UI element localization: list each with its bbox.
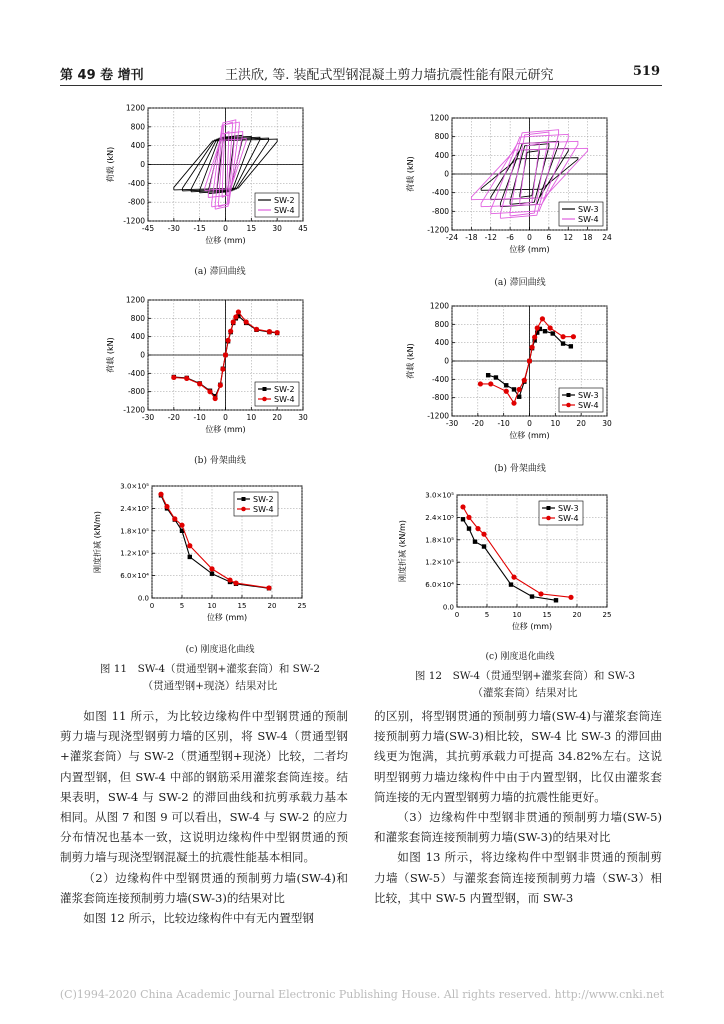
data-point-sw-4 [223, 352, 228, 357]
x-tick-label: 12 [563, 233, 574, 242]
chart-fig12a-hysteresis [400, 110, 625, 265]
data-point-sw-3 [543, 329, 547, 333]
x-axis-label: 位移 (mm) [206, 613, 248, 622]
y-tick-label: 0 [140, 160, 145, 169]
data-point-sw-4 [171, 375, 176, 380]
data-point-sw-3 [494, 375, 498, 379]
x-tick-label: -10 [497, 419, 510, 428]
x-tick-label: 25 [602, 611, 612, 619]
y-tick-label: -400 [431, 188, 449, 198]
chart-fig12b-skeleton [400, 298, 625, 450]
x-tick-label: 0 [223, 413, 228, 422]
data-point-sw-4 [517, 387, 522, 392]
x-axis-label: 位移 (mm) [509, 245, 550, 254]
data-point-sw-4 [529, 345, 534, 350]
y-tick-label: -400 [127, 368, 145, 378]
legend-label: SW-4 [274, 206, 295, 215]
y-tick-label: 3.0×10⁵ [425, 491, 454, 500]
data-point-sw-3 [517, 395, 521, 399]
data-point-sw-2 [188, 555, 192, 559]
data-point-sw-4 [504, 389, 509, 394]
running-title: 王洪欣, 等. 装配式型钢混凝土剪力墙抗震性能有限元研究 [225, 68, 554, 83]
data-point-sw-4 [548, 325, 553, 330]
paragraph: 的区别，将型钢贯通的预制剪力墙(SW-4)与灌浆套筒连接预制剪力墙(SW-3)相比较，SW-4 比 SW-3 的滞回曲线更为饱满，其抗剪承载力可提高 34.82%左右。这说明型钢剪力墙边缘构件中由于内置型钢，比仅由灌浆套筒连接的无内置型钢剪力墙的抗震性能更好。 [374, 709, 662, 804]
data-point-sw-3 [530, 594, 534, 598]
data-point-sw-4 [236, 309, 241, 314]
y-tick-label: 6.0×10⁴ [425, 581, 454, 590]
data-point-sw-4 [233, 580, 238, 585]
data-point-sw-4 [478, 381, 483, 386]
x-axis-label: 位移 (mm) [205, 425, 246, 434]
copyright-footer: (C)1994-2020 China Academic Journal Electronic Publishing House. All rights reserved. http://www.cnki.net [59, 988, 665, 1001]
x-tick-label: -30 [445, 419, 459, 428]
y-axis-label: 荷载 (kN) [106, 146, 115, 183]
x-tick-label: 0 [454, 611, 460, 619]
data-point-sw-4 [158, 492, 163, 497]
data-point-sw-4 [228, 329, 233, 334]
data-point-sw-4 [213, 396, 218, 401]
figure-11-caption [80, 661, 340, 695]
x-tick-label: 18 [582, 233, 593, 242]
y-tick-label: 2.4×10⁵ [425, 513, 454, 522]
x-tick-label: 30 [602, 419, 612, 428]
data-point-sw-4 [571, 334, 576, 339]
right-column [374, 706, 662, 908]
data-point-sw-4 [225, 338, 230, 343]
x-tick-label: -30 [141, 413, 155, 422]
y-tick-label: 400 [130, 141, 145, 151]
paragraph: 如图 11 所示，为比较边缘构件中型钢贯通的预制剪力墙与现浇型钢剪力墙的区别，将 SW-4（贯通型钢+灌浆套筒）与 SW-2（贯通型钢+现浇）比较，二者均内置型钢，但 SW-4 中部的钢筋采用灌浆套筒连接。结果表明，SW-4 与 SW-2 的滞回曲线和抗剪承载力基本相同。从图 7 和图 9 可以看出，SW-4 与 SW-2 的应力分布情况也基本一致，这说明边缘构件中型钢贯通的预制剪力墙与现浇型钢混凝土的抗震性能基本相同。 [60, 709, 348, 865]
panel-label: (c) 刚度退化曲线 [485, 652, 555, 662]
y-tick-label: -1200 [123, 405, 145, 415]
data-point-sw-3 [467, 526, 471, 530]
section-heading: （3）边缘构件中型钢非贯通的预制剪力墙(SW-5)和灌浆套筒连接预制剪力墙(SW-3)的结果对比 [374, 810, 662, 845]
y-tick-label: 800 [434, 132, 449, 142]
data-point-sw-4 [179, 523, 184, 528]
y-tick-label: 1200 [429, 301, 449, 311]
page-number: 519 [632, 64, 660, 79]
panel-label: (b) 骨架曲线 [494, 464, 546, 474]
data-point-sw-4 [254, 327, 259, 332]
journal-volume: 第 49 卷 增刊 [60, 68, 144, 83]
y-tick-label: -400 [127, 178, 145, 188]
legend-marker [566, 403, 571, 408]
legend-label: SW-4 [578, 401, 599, 410]
y-tick-label: 3.0×10⁵ [120, 482, 149, 491]
data-point-sw-4 [275, 330, 280, 335]
x-tick-label: 20 [576, 419, 586, 428]
legend-label: SW-3 [578, 391, 599, 400]
data-point-sw-4 [207, 389, 212, 394]
data-point-sw-4 [488, 381, 493, 386]
paragraph: 如图 12 所示，比较边缘构件中有无内置型钢 [83, 911, 314, 926]
y-tick-label: 6.0×10⁴ [120, 572, 149, 581]
data-point-sw-4 [218, 383, 223, 388]
x-tick-label: 24 [602, 233, 612, 242]
x-axis-label: 位移 (mm) [509, 431, 550, 440]
data-point-sw-4 [209, 566, 214, 571]
data-point-sw-3 [554, 598, 558, 602]
left-column [60, 706, 348, 928]
y-tick-label: -400 [431, 374, 449, 384]
x-tick-label: 30 [298, 413, 308, 422]
data-point-sw-4 [184, 376, 189, 381]
y-axis-label: 刚度折减 (kN/m) [398, 520, 407, 582]
x-tick-label: 5 [179, 602, 185, 610]
y-tick-label: 1.8×10⁵ [120, 527, 149, 536]
x-tick-label: -24 [445, 233, 459, 242]
data-point-sw-4 [231, 319, 236, 324]
caption-line: 图 11 SW-4（贯通型钢+灌浆套筒）和 SW-2 [99, 663, 321, 675]
data-point-sw-3 [461, 517, 465, 521]
y-tick-label: -1200 [123, 216, 145, 226]
y-tick-label: -800 [431, 393, 449, 403]
x-tick-label: -6 [506, 233, 514, 242]
y-tick-label: 0 [444, 356, 449, 366]
panel-label: (a) 滞回曲线 [194, 267, 246, 277]
data-point-sw-4 [568, 595, 573, 600]
y-tick-label: 400 [434, 150, 449, 160]
x-tick-label: 25 [297, 602, 307, 610]
x-tick-label: -20 [167, 413, 180, 422]
x-tick-label: 15 [542, 611, 552, 619]
x-tick-label: 5 [484, 611, 490, 619]
x-tick-label: 0 [527, 233, 532, 242]
data-point-sw-3 [486, 373, 490, 377]
chart-fig11b-skeleton [100, 292, 320, 444]
data-point-sw-3 [509, 582, 513, 586]
panel-label: (a) 滞回曲线 [494, 278, 546, 288]
data-point-sw-3 [561, 341, 565, 345]
caption-line: 图 12 SW-4（贯通型钢+灌浆套筒）和 SW-3 [414, 670, 636, 682]
legend-label: SW-3 [558, 504, 579, 513]
section-heading: （2）边缘构件中型钢贯通的预制剪力墙(SW-4)和灌浆套筒连接预制剪力墙(SW-3)的结果对比 [60, 870, 348, 905]
x-tick-label: -20 [471, 419, 484, 428]
data-point-sw-4 [164, 504, 169, 509]
x-tick-label: -12 [484, 233, 497, 242]
running-header [60, 64, 660, 82]
figure-12-caption [385, 668, 665, 702]
x-tick-label: -30 [167, 224, 180, 233]
x-tick-label: 0 [149, 602, 155, 610]
y-tick-label: 0.0 [137, 594, 149, 603]
plot-frame [152, 486, 302, 598]
data-point-sw-4 [172, 516, 177, 521]
y-tick-label: 800 [130, 313, 145, 323]
x-tick-label: -45 [141, 224, 155, 233]
data-point-sw-4 [233, 314, 238, 319]
legend-marker [567, 393, 571, 397]
x-tick-label: 0 [527, 419, 532, 428]
x-tick-label: 0 [223, 224, 228, 233]
x-tick-label: 10 [550, 419, 561, 428]
header-rule [60, 85, 662, 86]
data-point-sw-3 [512, 387, 516, 391]
chart-fig12c-stiffness [395, 487, 625, 647]
y-tick-label: -1200 [427, 225, 449, 235]
y-tick-label: -800 [127, 387, 145, 397]
y-axis-label: 刚度折减 (kN/m) [93, 511, 102, 573]
legend-label: SW-2 [274, 385, 295, 394]
data-point-sw-4 [187, 543, 192, 548]
y-tick-label: 800 [434, 319, 449, 329]
legend-marker [241, 507, 246, 512]
x-tick-label: 20 [272, 413, 282, 422]
plot-frame [457, 495, 607, 607]
y-tick-label: 2.4×10⁵ [120, 504, 149, 513]
chart-fig11a-hysteresis [100, 100, 320, 255]
data-point-sw-4 [560, 334, 565, 339]
panel-label: (b) 骨架曲线 [194, 456, 246, 466]
legend-marker [547, 506, 551, 510]
y-axis-label: 荷载 (kN) [406, 343, 415, 379]
x-tick-label: 30 [272, 224, 282, 233]
data-point-sw-4 [522, 378, 527, 383]
data-point-sw-4 [266, 585, 271, 590]
y-tick-label: 1200 [125, 103, 145, 113]
y-tick-label: 1.8×10⁵ [425, 536, 454, 545]
data-point-sw-4 [220, 367, 225, 372]
legend-label: SW-2 [274, 196, 295, 205]
caption-line: （贯通型钢+现浇）结果对比 [142, 680, 278, 692]
data-point-sw-4 [535, 325, 540, 330]
data-point-sw-3 [473, 539, 477, 543]
y-tick-label: 800 [130, 122, 145, 132]
y-tick-label: 1.2×10⁵ [425, 558, 454, 567]
legend-label: SW-4 [274, 395, 295, 404]
y-tick-label: 400 [130, 332, 145, 342]
x-tick-label: 20 [267, 602, 277, 610]
legend-marker [262, 397, 267, 402]
data-point-sw-2 [210, 572, 214, 576]
y-axis-label: 荷载 (kN) [106, 337, 115, 373]
x-tick-label: 6 [546, 233, 552, 242]
legend-marker [263, 387, 267, 391]
data-point-sw-4 [481, 532, 486, 537]
legend-label: SW-4 [578, 215, 599, 224]
data-point-sw-4 [466, 515, 471, 520]
x-axis-label: 位移 (mm) [205, 236, 246, 245]
data-point-sw-4 [244, 319, 249, 324]
panel-label: (c) 刚度退化曲线 [185, 645, 255, 655]
data-point-sw-3 [482, 544, 486, 548]
x-tick-label: 20 [572, 611, 582, 619]
legend-label: SW-4 [558, 514, 579, 523]
data-point-sw-4 [511, 401, 516, 406]
x-tick-label: -18 [465, 233, 478, 242]
x-tick-label: -15 [193, 224, 206, 233]
paragraph: 如图 13 所示，将边缘构件中型钢非贯通的预制剪力墙（SW-5）与灌浆套筒连接预制剪力墙（SW-3）相比较，其中 SW-5 内置型钢，而 SW-3 [374, 850, 662, 905]
data-point-sw-3 [504, 383, 508, 387]
data-point-sw-4 [197, 381, 202, 386]
x-tick-label: 15 [237, 602, 247, 610]
legend-label: SW-4 [253, 505, 274, 514]
legend-marker [242, 497, 246, 501]
x-tick-label: 10 [512, 611, 522, 619]
x-tick-label: 10 [207, 602, 217, 610]
y-tick-label: 400 [434, 338, 449, 348]
data-point-sw-3 [569, 344, 573, 348]
y-axis-label: 荷载 (kN) [406, 156, 415, 192]
x-tick-label: 10 [246, 413, 257, 422]
y-tick-label: 1200 [429, 113, 449, 123]
data-point-sw-4 [527, 358, 532, 363]
y-tick-label: 1200 [125, 295, 145, 305]
data-point-sw-4 [460, 504, 465, 509]
data-point-sw-4 [267, 329, 272, 334]
legend-label: SW-3 [578, 205, 599, 214]
data-point-sw-4 [538, 591, 543, 596]
data-point-sw-3 [551, 331, 555, 335]
series-line-sw-3 [463, 519, 556, 600]
chart-fig11c-stiffness [90, 478, 320, 638]
data-point-sw-4 [227, 577, 232, 582]
y-tick-label: 0.0 [442, 603, 454, 612]
data-point-sw-4 [532, 335, 537, 340]
y-tick-label: 1.2×10⁵ [120, 549, 149, 558]
x-tick-label: 45 [298, 224, 308, 233]
data-point-sw-4 [511, 575, 516, 580]
legend-marker [546, 516, 551, 521]
data-point-sw-4 [475, 526, 480, 531]
x-tick-label: 15 [246, 224, 257, 233]
y-tick-label: -800 [431, 206, 449, 216]
legend-label: SW-2 [253, 495, 274, 504]
y-tick-label: 0 [140, 350, 145, 360]
y-tick-label: 0 [444, 169, 449, 179]
y-tick-label: -1200 [427, 411, 449, 421]
x-tick-label: -10 [193, 413, 206, 422]
x-axis-label: 位移 (mm) [511, 622, 553, 631]
y-tick-label: -800 [127, 197, 145, 207]
caption-line: （灌浆套筒）结果对比 [472, 687, 578, 699]
data-point-sw-4 [540, 316, 545, 321]
